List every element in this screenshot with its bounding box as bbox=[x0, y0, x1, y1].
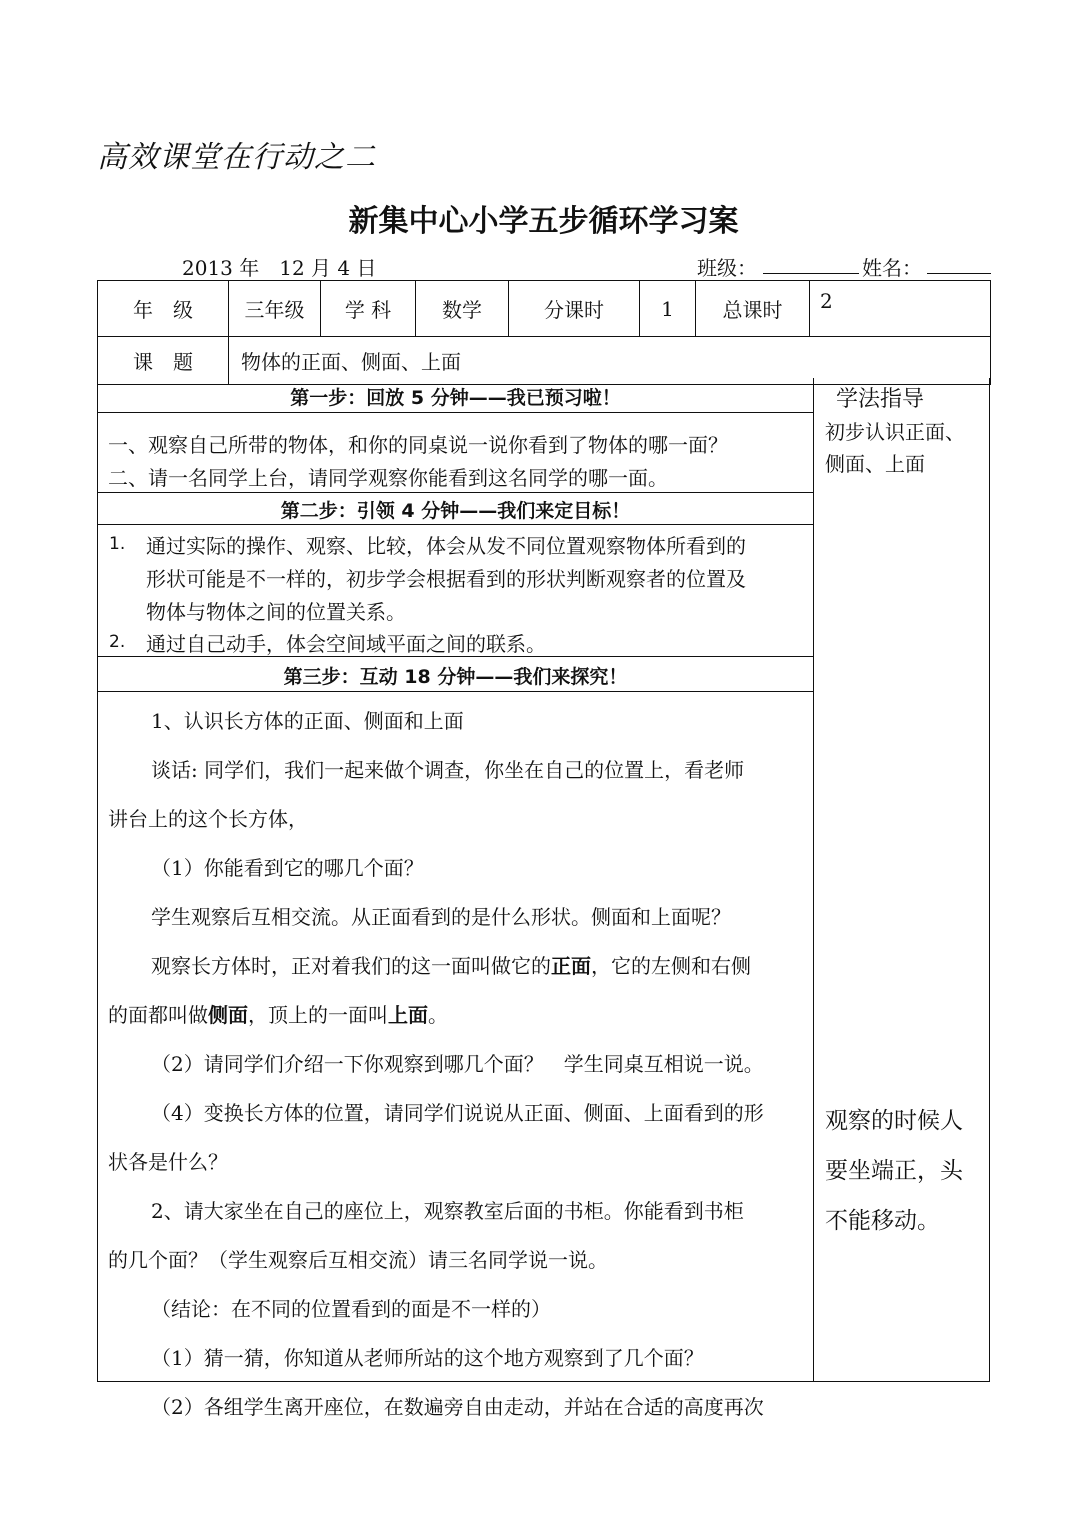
divider bbox=[98, 492, 813, 493]
list-number: 1. bbox=[109, 534, 126, 554]
topic-label: 课 题 bbox=[98, 337, 229, 385]
document-title: 新集中心小学五步循环学习案 bbox=[348, 204, 739, 239]
subject-value: 数学 bbox=[416, 281, 509, 337]
total-value: 2 bbox=[810, 281, 991, 337]
body-paragraph: 2、请大家坐在自己的座位上，观察教室后面的书柜。你能看到书柜 bbox=[151, 1199, 744, 1223]
body-paragraph: 学生观察后互相交流。从正面看到的是什么形状。侧面和上面呢？ bbox=[151, 905, 731, 929]
goal-line: 形状可能是不一样的，初步学会根据看到的形状判断观察者的位置及 bbox=[146, 567, 746, 591]
step1-heading: 第一步：回放 5 分钟——我已预习啦！ bbox=[290, 387, 621, 409]
term-side: 侧面 bbox=[208, 1003, 248, 1027]
sidebar-tip: 初步认识正面、 bbox=[825, 420, 965, 444]
body-paragraph: （1）猜一猜，你知道从老师所站的这个地方观察到了几个面？ bbox=[151, 1346, 704, 1370]
grade-value: 三年级 bbox=[229, 281, 321, 337]
divider bbox=[98, 412, 813, 413]
total-label: 总课时 bbox=[696, 281, 810, 337]
body-paragraph: 1、认识长方体的正面、侧面和上面 bbox=[151, 709, 464, 733]
goal-line: 通过实际的操作、观察、比较，体会从发不同位置观察物体所看到的 bbox=[146, 534, 746, 558]
body-paragraph: 谈话: 同学们，我们一起来做个调查，你坐在自己的位置上，看老师 bbox=[151, 758, 745, 782]
divider bbox=[98, 691, 813, 692]
step3-heading: 第三步：互动 18 分钟——我们来探究！ bbox=[283, 666, 628, 688]
term-front: 正面 bbox=[551, 954, 591, 978]
series-title: 高效课堂在行动之二 bbox=[97, 140, 376, 175]
info-table bbox=[97, 280, 991, 385]
body-paragraph: （2）各组学生离开座位，在数遍旁自由走动，并站在合适的高度再次 bbox=[151, 1395, 764, 1419]
text-run: ，它的左侧和右侧 bbox=[591, 954, 751, 978]
goal-line: 通过自己动手，体会空间域平面之间的联系。 bbox=[146, 632, 546, 656]
divider bbox=[98, 524, 813, 525]
step1-line: 二、请一名同学上台，请同学观察你能看到这名同学的哪一面。 bbox=[108, 466, 668, 490]
text-run: 的面都叫做 bbox=[108, 1003, 208, 1027]
body-paragraph bbox=[151, 950, 751, 979]
class-blank bbox=[763, 273, 859, 274]
topic-value: 物体的正面、侧面、上面 bbox=[229, 337, 991, 385]
step2-heading: 第二步：引领 4 分钟——我们来定目标！ bbox=[280, 500, 631, 522]
body-paragraph: （结论：在不同的位置看到的面是不一样的） bbox=[151, 1297, 551, 1321]
subject-label: 学 科 bbox=[321, 281, 416, 337]
lesson-label: 分课时 bbox=[509, 281, 640, 337]
name-blank bbox=[927, 273, 991, 274]
body-paragraph bbox=[108, 999, 448, 1028]
class-label: 班级： bbox=[697, 256, 757, 280]
body-paragraph: （1）你能看到它的哪几个面？ bbox=[151, 856, 424, 880]
sidebar-tip: 不能移动。 bbox=[825, 1208, 940, 1234]
lesson-value: 1 bbox=[640, 281, 696, 337]
sidebar-tip: 观察的时候人 bbox=[825, 1108, 963, 1134]
lesson-body bbox=[97, 378, 990, 1419]
column-divider bbox=[813, 378, 814, 1381]
term-top: 上面 bbox=[388, 1003, 428, 1027]
body-paragraph: （2）请同学们介绍一下你观察到哪几个面？ 学生同桌互相说一说。 bbox=[151, 1052, 764, 1076]
list-number: 2. bbox=[109, 632, 126, 652]
grade-label: 年 级 bbox=[98, 281, 229, 337]
text-run: 。 bbox=[428, 1003, 448, 1027]
name-label: 姓名： bbox=[862, 256, 922, 280]
text-run: 观察长方体时，正对着我们的这一面叫做它的 bbox=[151, 954, 551, 978]
body-paragraph: 状各是什么？ bbox=[108, 1150, 228, 1174]
text-run: ，顶上的一面叫 bbox=[248, 1003, 388, 1027]
body-paragraph: 讲台上的这个长方体， bbox=[108, 807, 308, 831]
date-line: 2013 年 12 月 4 日 bbox=[182, 256, 377, 280]
goal-line: 物体与物体之间的位置关系。 bbox=[146, 600, 406, 624]
body-paragraph: 的几个面？（学生观察后互相交流）请三名同学说一说。 bbox=[108, 1248, 608, 1272]
step1-line: 一、观察自己所带的物体，和你的同桌说一说你看到了物体的哪一面？ bbox=[108, 433, 728, 457]
sidebar-tip: 侧面、上面 bbox=[825, 452, 925, 476]
body-paragraph: （4）变换长方体的位置，请同学们说说从正面、侧面、上面看到的形 bbox=[151, 1101, 764, 1125]
divider bbox=[98, 656, 813, 657]
sidebar-heading: 学法指导 bbox=[836, 387, 925, 412]
sidebar-tip: 要坐端正，头 bbox=[825, 1158, 963, 1184]
